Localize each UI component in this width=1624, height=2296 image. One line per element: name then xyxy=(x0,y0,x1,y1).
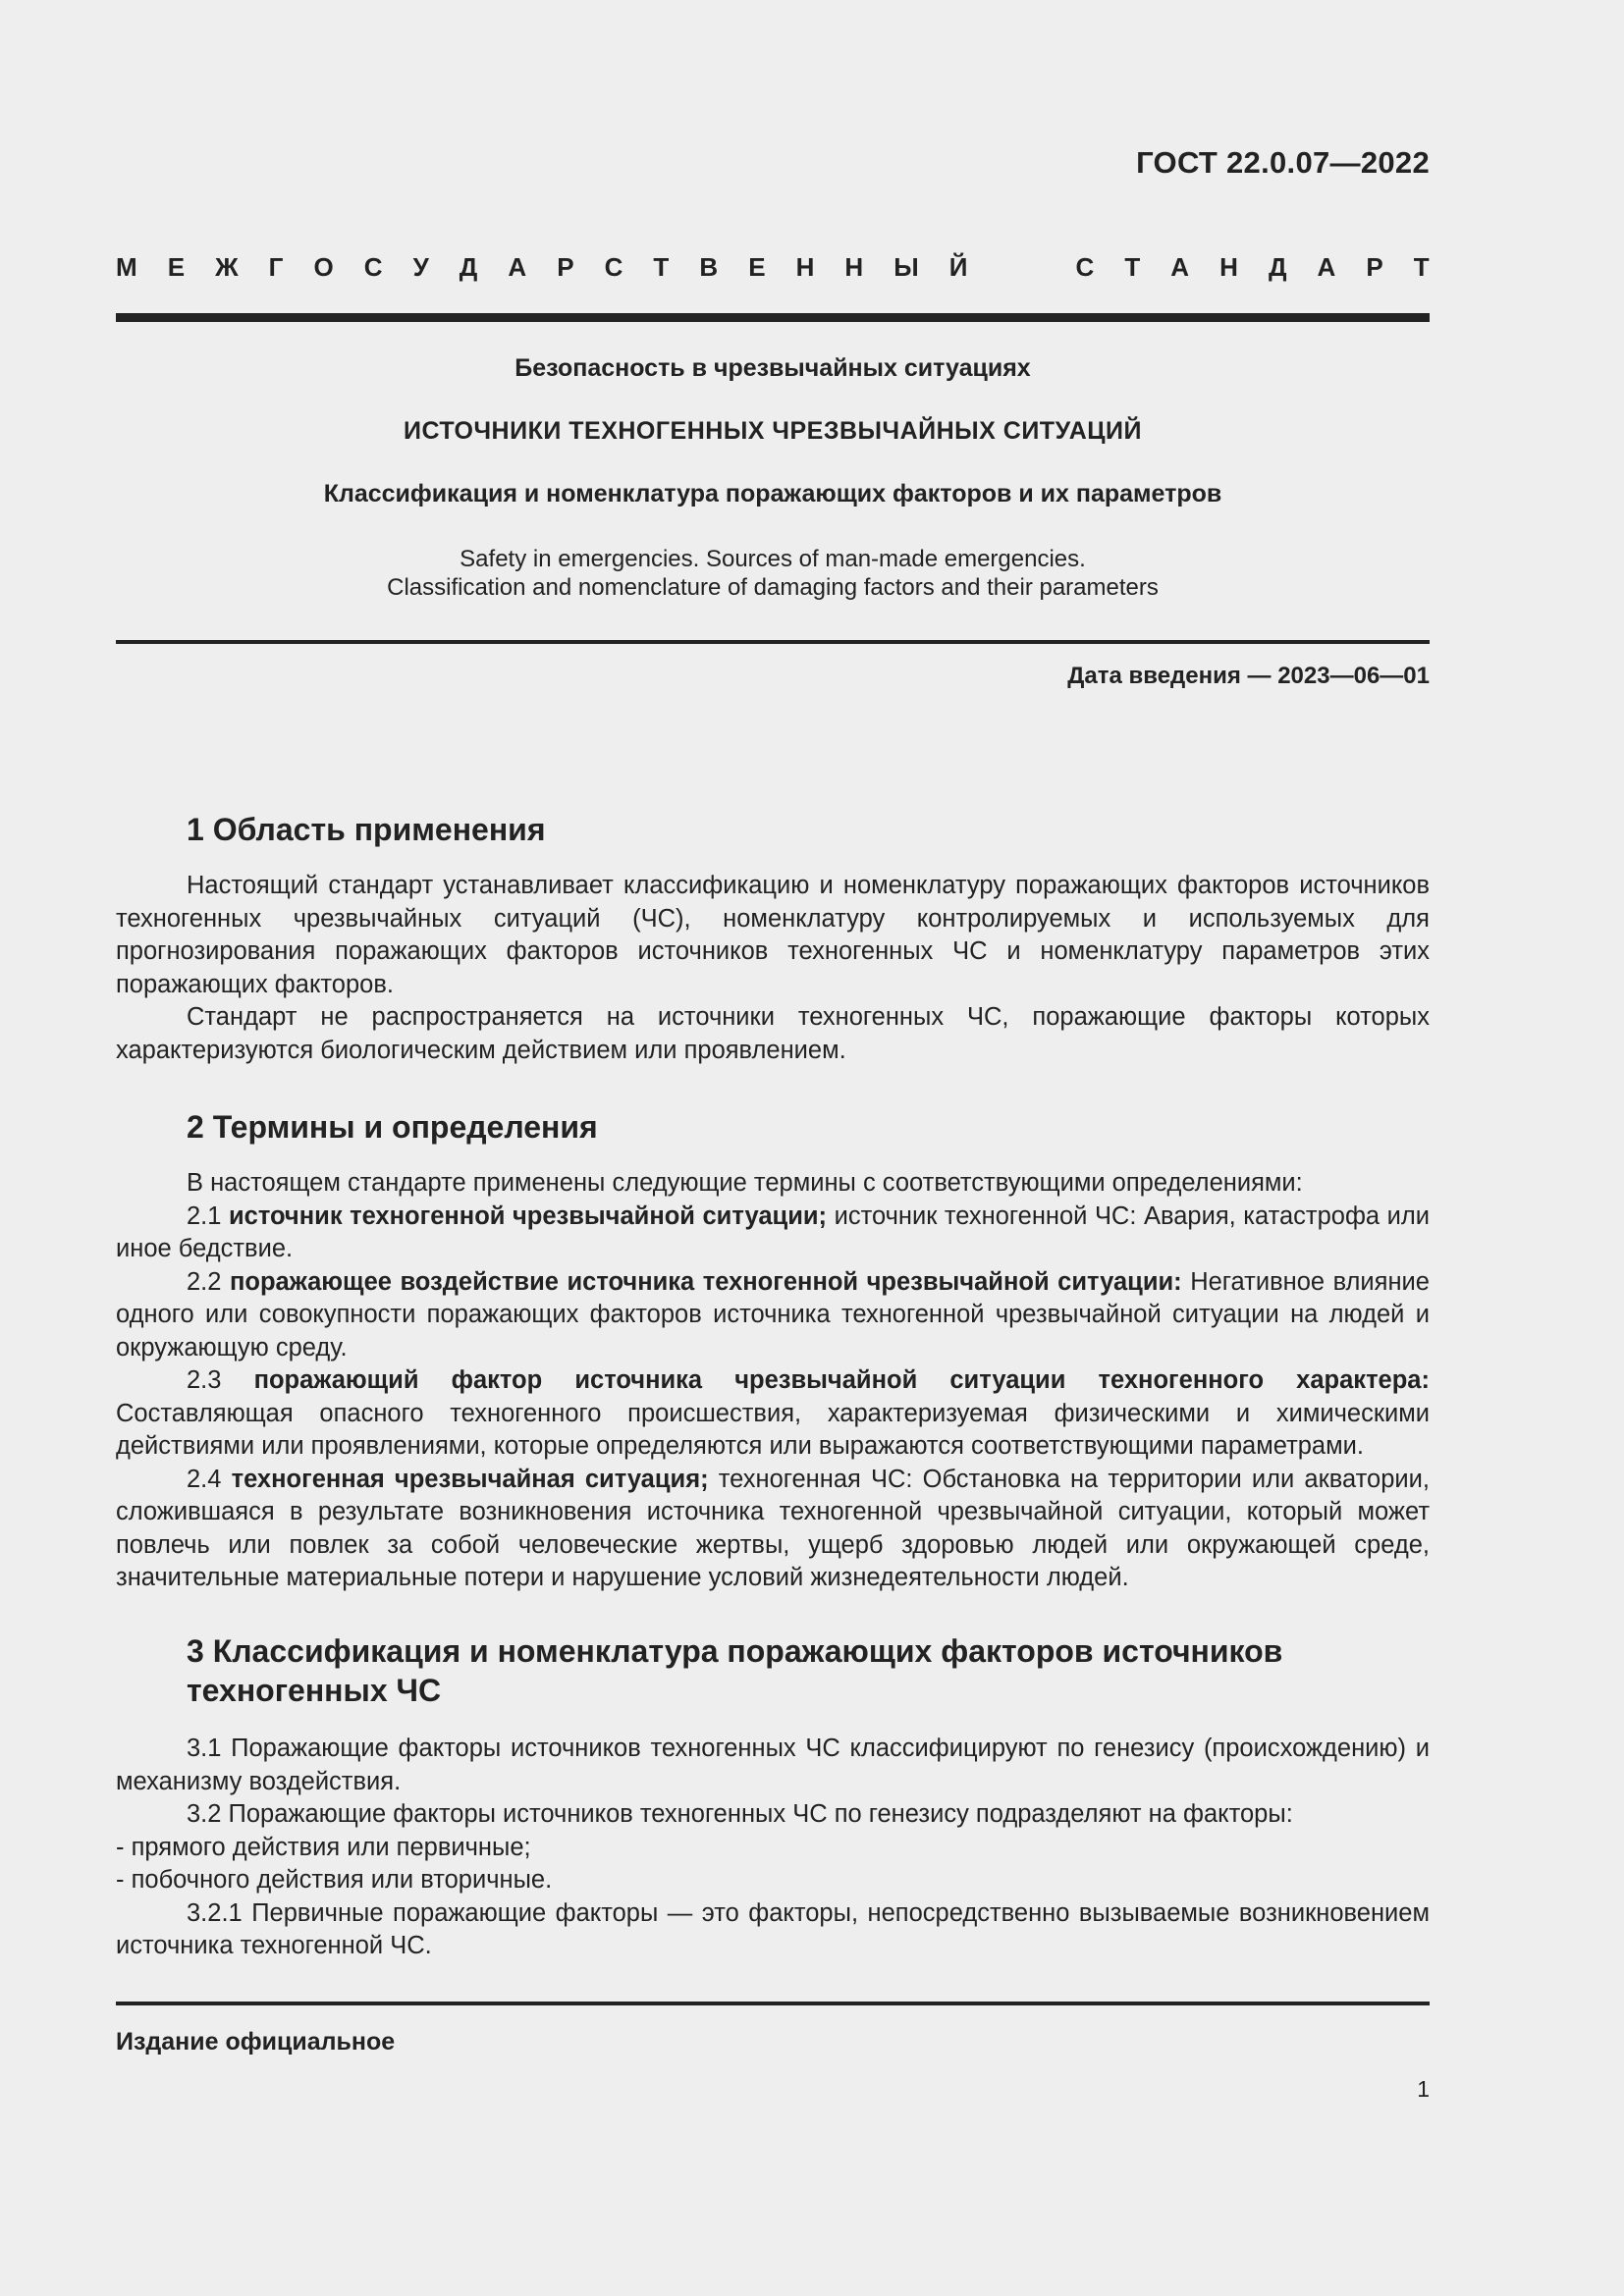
interstate-letter: О xyxy=(313,252,334,282)
header-thick-rule xyxy=(116,313,1430,322)
subtitle-ru: Безопасность в чрезвычайных ситуациях xyxy=(514,354,1031,382)
interstate-letter: Н xyxy=(844,252,864,282)
interstate-letter: Д xyxy=(459,252,478,282)
interstate-letter: Н xyxy=(795,252,815,282)
interstate-letter: В xyxy=(699,252,719,282)
interstate-letter: Ж xyxy=(215,252,239,282)
term-name: поражающее воздействие источника техногенной чрезвычайной ситуации: xyxy=(229,1267,1182,1296)
standard-number: ГОСТ 22.0.07—2022 xyxy=(1136,145,1430,180)
term-number: 2.1 xyxy=(187,1201,222,1230)
section-1-heading: 1 Область применения xyxy=(187,812,546,847)
official-edition-label: Издание официальное xyxy=(116,2028,396,2056)
standard-letter: А xyxy=(1317,252,1336,282)
document-subtitle: Классификация и номенклатура поражающих факторов и их параметров xyxy=(323,480,1222,507)
interstate-letter: М xyxy=(116,252,137,282)
interstate-letter: Р xyxy=(557,252,574,282)
term-name: техногенная чрезвычайная ситуация; xyxy=(231,1465,709,1493)
introduction-date: Дата введения — 2023—06—01 xyxy=(1067,663,1430,689)
standard-letter: С xyxy=(1075,252,1095,282)
interstate-letter: Т xyxy=(653,252,670,282)
list-item-secondary: - побочного действия или вторичные. xyxy=(116,1866,553,1894)
interstate-standard-banner xyxy=(116,252,1430,283)
section-3-heading-line2: техногенных ЧС xyxy=(187,1673,442,1708)
standard-letter: Т xyxy=(1413,252,1430,282)
section-3-heading-line1: 3 Классификация и номенклатура поражающих факторов источников xyxy=(187,1633,1283,1669)
title-bottom-rule xyxy=(116,640,1430,644)
interstate-letter: Е xyxy=(748,252,766,282)
term-2-1 xyxy=(116,1201,1430,1266)
interstate-letter: Й xyxy=(948,252,968,282)
interstate-letter: С xyxy=(363,252,383,282)
section-2-intro: В настоящем стандарте применены следующие термины с соответствующими определениями: xyxy=(187,1169,1303,1197)
section-2-body xyxy=(116,1167,1430,1595)
section-1-paragraph-2: Стандарт не распространяется на источники техногенных ЧС, поражающие факторы которых характеризуются биологическим действием или проявлением. xyxy=(116,1003,1430,1064)
interstate-letter: Ы xyxy=(893,252,919,282)
interstate-letter: С xyxy=(604,252,623,282)
term-number: 2.3 xyxy=(187,1366,222,1394)
standard-letter: Н xyxy=(1219,252,1238,282)
interstate-letter: Е xyxy=(167,252,186,282)
section-3-paragraph-3-1: 3.1 Поражающие факторы источников техногенных ЧС классифицируют по генезису (происхождению) и механизму воздействия. xyxy=(116,1735,1430,1795)
term-definition: техногенная ЧС: Обстановка на территории или акватории, сложившаяся в результате возникновения источника техногенной чрезвычайной ситуации, который может повлечь или повлек за собой человеческие жертвы, ущерб здоровью людей или окружающей среде, значительные материальные потери и нарушение условий жизнедеятельности людей. xyxy=(116,1465,1430,1591)
page-number: 1 xyxy=(1417,2076,1430,2102)
term-number: 2.2 xyxy=(187,1267,222,1296)
standard-letter: Р xyxy=(1366,252,1383,282)
section-2-heading: 2 Термины и определения xyxy=(187,1109,598,1145)
english-title-line1: Safety in emergencies. Sources of man-made emergencies. xyxy=(460,546,1086,572)
standard-letter: Т xyxy=(1124,252,1141,282)
english-title-line2: Classification and nomenclature of damaging factors and their parameters xyxy=(387,574,1159,601)
word-gap xyxy=(998,252,1045,283)
term-name: поражающий фактор источника чрезвычайной ситуации техногенного характера: xyxy=(253,1366,1430,1394)
term-definition: источник техногенной ЧС: Авария, катастрофа или иное бедствие. xyxy=(116,1201,1431,1262)
section-1-paragraph-1: Настоящий стандарт устанавливает классификацию и номенклатуру поражающих факторов источников техногенных чрезвычайных ситуаций (ЧС), номенклатуру контролируемых и используемых для прогнозирования поражающих факторов источников техногенных ЧС и номенклатуру параметров этих поражающих факторов. xyxy=(116,872,1430,998)
term-number: 2.4 xyxy=(187,1465,222,1493)
term-2-4 xyxy=(116,1464,1430,1595)
standard-letter: Д xyxy=(1268,252,1287,282)
interstate-letter: Г xyxy=(268,252,284,282)
term-name: источник техногенной чрезвычайной ситуации; xyxy=(228,1201,828,1230)
term-2-2 xyxy=(116,1266,1430,1365)
footer-rule xyxy=(116,2002,1430,2005)
term-definition: Негативное влияние одного или совокупности поражающих факторов источника техногенной чрезвычайной ситуации на людей и окружающую среду. xyxy=(116,1267,1430,1362)
section-3-paragraph-3-2: 3.2 Поражающие факторы источников техногенных ЧС по генезису подразделяют на факторы: xyxy=(187,1800,1293,1828)
term-definition: Составляющая опасного техногенного происшествия, характеризуемая физическими и химическими действиями или проявлениями, которые определяются или выражаются соответствующими параметрами. xyxy=(116,1399,1430,1460)
interstate-letter: А xyxy=(508,252,527,282)
section-1-body xyxy=(116,870,1430,1067)
interstate-letter: У xyxy=(412,252,429,282)
list-item-primary: - прямого действия или первичные; xyxy=(116,1833,531,1861)
section-3-paragraph-3-2-1: 3.2.1 Первичные поражающие факторы — это факторы, непосредственно вызываемые возникновением источника техногенной ЧС. xyxy=(116,1898,1430,1959)
section-3-body xyxy=(116,1733,1430,1963)
term-2-3 xyxy=(116,1364,1430,1464)
standard-letter: А xyxy=(1170,252,1190,282)
section-3-heading xyxy=(187,1631,1282,1710)
document-title: ИСТОЧНИКИ ТЕХНОГЕННЫХ ЧРЕЗВЫЧАЙНЫХ СИТУАЦИЙ xyxy=(404,417,1142,445)
